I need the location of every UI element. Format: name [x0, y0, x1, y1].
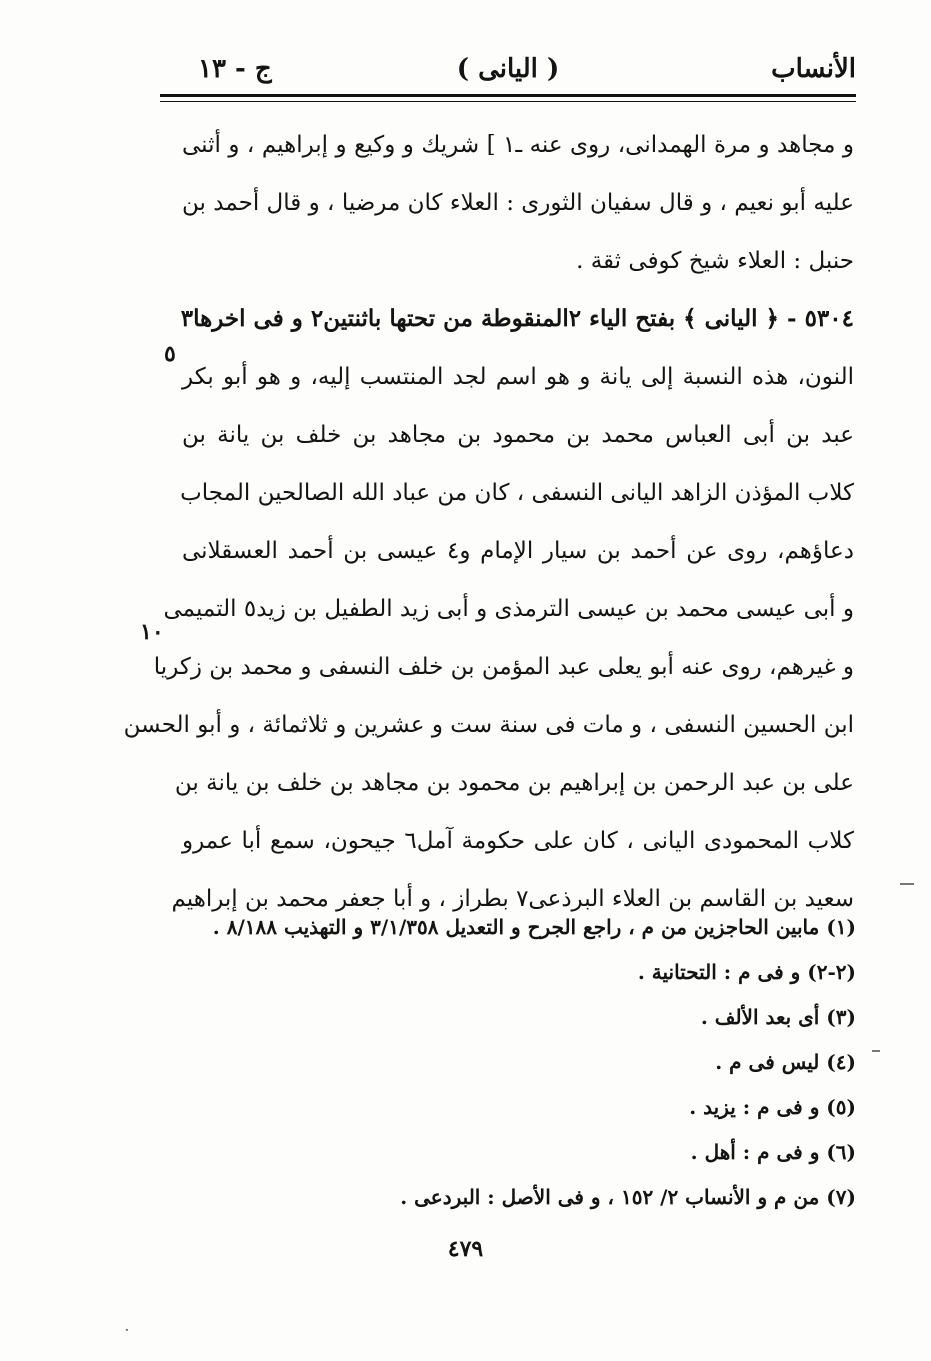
running-header	[160, 50, 856, 90]
text-line: و أبى عيسى محمد بن عيسى الترمذى و أبى زيد الطفيل بن زيد٥ التميمى	[163, 596, 854, 622]
text-line: دعاؤهم، روى عن أحمد بن سيار الإمام و٤ عيسى بن أحمد العسقلانى	[182, 538, 854, 564]
text-line: عليه أبو نعيم ، و قال سفيان الثورى : العلاء كان مرضيا ، و قال أحمد بن	[182, 190, 854, 216]
scan-mark	[900, 883, 914, 885]
text-line: النون، هذه النسبة إلى يانة و هو اسم لجد المنتسب إليه، و هو أبو بكر	[182, 364, 854, 390]
line-number-marker: ٥	[164, 341, 176, 367]
footnote: (٣) أى بعد الألف .	[700, 1005, 856, 1029]
page-number: ٤٧٩	[447, 1236, 484, 1262]
entry-heading: ( اليانى )	[456, 54, 560, 84]
text-line: و مجاهد و مرة الهمدانى، روى عنه ـ١ ] شريك و وكيع و إبراهيم ، و أثنى	[182, 132, 854, 158]
footnote: (٦) و فى م : أهل .	[690, 1140, 856, 1164]
text-line: عبد بن أبى العباس محمد بن محمود بن مجاهد بن خلف بن يانة بن	[182, 422, 854, 448]
text-line: كلاب المؤذن الزاهد اليانى النسفى ، كان من عباد الله الصالحين المجاب	[180, 480, 854, 506]
text-line: ابن الحسين النسفى ، و مات فى سنة ست و عشرين و ثلاثمائة ، و أبو الحسن	[123, 712, 854, 738]
footnote: (٤) ليس فى م .	[715, 1050, 856, 1074]
scan-speck: ·	[124, 1320, 130, 1341]
footnote: (٧) من م و الأنساب ٢/ ١٥٢ ، و فى الأصل : البردعى .	[400, 1185, 856, 1209]
footnote: (٢-٢) و فى م : التحتانية .	[637, 960, 856, 984]
text-line: حنبل : العلاء شيخ كوفى ثقة .	[576, 248, 854, 274]
text-line: كلاب المحمودى اليانى ، كان على حكومة آمل٦ جيحون، سمع أبا عمرو	[182, 828, 855, 854]
entry-start-line: ٥٣٠٤ - ﴿ اليانى ﴾ بفتح الياء ٢المنقوطة من تحتها باثنتين٢ و فى اخرها٣	[180, 305, 854, 332]
footnote: (٥) و فى م : يزيد .	[689, 1095, 856, 1119]
line-number-marker: ١٠	[140, 619, 164, 645]
text-line: و غيرهم، روى عنه أبو يعلى عبد المؤمن بن خلف النسفى و محمد بن زكريا	[153, 654, 854, 680]
text-line: على بن عبد الرحمن بن إبراهيم بن محمود بن مجاهد بن خلف بن يانة بن	[174, 770, 854, 796]
book-title: الأنساب	[771, 54, 856, 84]
header-rule-thick	[160, 94, 856, 97]
footnotes	[180, 905, 856, 1220]
text-line: سعيد بن القاسم بن العلاء البرذعى٧ بطراز ، و أبا جعفر محمد بن إبراهيم	[171, 886, 854, 912]
volume-label: ج - ١٣	[198, 54, 272, 84]
scan-mark	[872, 1050, 880, 1052]
footnote: (١) مابين الحاجزين من م ، راجع الجرح و التعديل ٣/١/٣٥٨ و التهذيب ٨/١٨٨ .	[212, 915, 856, 939]
header-rule-thin	[160, 101, 856, 102]
